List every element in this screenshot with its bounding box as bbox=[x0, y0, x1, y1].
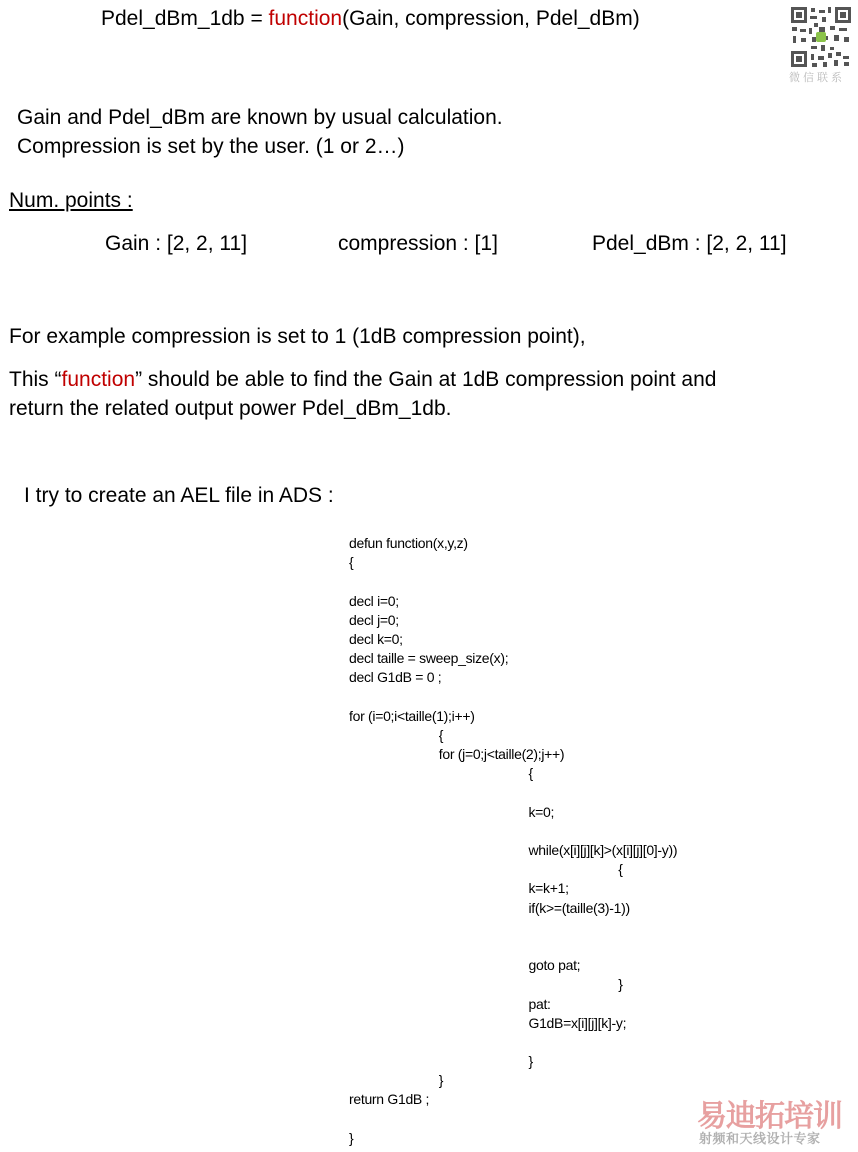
compression-points: compression : [1] bbox=[338, 232, 498, 255]
num-points-heading: Num. points : bbox=[9, 189, 133, 212]
watermark-logo-text: 易迪拓培训 bbox=[697, 1100, 842, 1133]
description-line-2: return the related output power Pdel_dBm_1db. bbox=[9, 397, 452, 420]
code-line: } bbox=[349, 976, 623, 993]
code-line bbox=[349, 688, 677, 707]
code-line bbox=[349, 918, 677, 937]
code-line: { bbox=[349, 861, 623, 878]
qr-code-icon bbox=[790, 6, 852, 68]
description-suffix: ” should be able to find the Gain at 1dB compression point and bbox=[135, 368, 717, 391]
qr-caption: 微信联系 bbox=[789, 72, 845, 84]
title-before: Pdel_dBm_1db = bbox=[101, 7, 269, 30]
description-line-1 bbox=[9, 365, 716, 394]
title-function-keyword: function bbox=[268, 7, 343, 30]
code-line: while(x[i][j][k]>(x[i][j][0]-y)) bbox=[349, 842, 678, 858]
title-after: (Gain, compression, Pdel_dBm) bbox=[342, 7, 640, 30]
code-line bbox=[349, 1033, 677, 1052]
code-line: return G1dB ; bbox=[349, 1091, 430, 1108]
description-prefix: This “ bbox=[9, 368, 62, 391]
code-line: { bbox=[349, 765, 533, 782]
code-line bbox=[349, 937, 677, 956]
code-line: { bbox=[349, 726, 444, 743]
pdel-points: Pdel_dBm : [2, 2, 11] bbox=[592, 232, 787, 255]
code-line bbox=[349, 1110, 677, 1129]
intro-text bbox=[17, 103, 503, 161]
description-text bbox=[9, 365, 716, 423]
ael-code-block bbox=[349, 534, 677, 1148]
code-line: k=k+1; bbox=[349, 880, 569, 897]
code-line bbox=[349, 822, 677, 841]
code-line: for (i=0;i<taille(1);i++) bbox=[349, 707, 475, 724]
code-line: if(k>=(taille(3)-1)) bbox=[349, 899, 630, 916]
code-line: decl i=0; bbox=[349, 592, 399, 609]
code-line: goto pat; bbox=[349, 957, 581, 974]
example-text: For example compression is set to 1 (1dB compression point), bbox=[9, 325, 586, 348]
intro-line-2: Compression is set by the user. (1 or 2…) bbox=[17, 135, 405, 158]
page-title bbox=[101, 4, 640, 33]
code-line: decl k=0; bbox=[349, 630, 403, 647]
ael-intro-text: I try to create an AEL file in ADS : bbox=[24, 484, 334, 507]
code-line: defun function(x,y,z) bbox=[349, 535, 468, 551]
code-line: } bbox=[349, 1072, 444, 1089]
intro-line-1: Gain and Pdel_dBm are known by usual calculation. bbox=[17, 106, 503, 129]
description-function-keyword: function bbox=[61, 368, 136, 391]
code-line: decl G1dB = 0 ; bbox=[349, 669, 442, 686]
code-line: { bbox=[349, 554, 354, 571]
code-line: decl j=0; bbox=[349, 611, 399, 628]
code-line bbox=[349, 572, 677, 591]
code-line: } bbox=[349, 1129, 354, 1146]
code-line: decl taille = sweep_size(x); bbox=[349, 650, 509, 667]
code-line: G1dB=x[i][j][k]-y; bbox=[349, 1014, 627, 1031]
code-line: for (j=0;j<taille(2);j++) bbox=[349, 746, 565, 763]
code-line: } bbox=[349, 1053, 533, 1070]
code-line bbox=[349, 783, 677, 802]
watermark-subtitle: 射频和天线设计专家 bbox=[699, 1131, 821, 1146]
code-line: k=0; bbox=[349, 803, 555, 820]
code-line: pat: bbox=[349, 995, 551, 1012]
gain-points: Gain : [2, 2, 11] bbox=[105, 232, 248, 255]
